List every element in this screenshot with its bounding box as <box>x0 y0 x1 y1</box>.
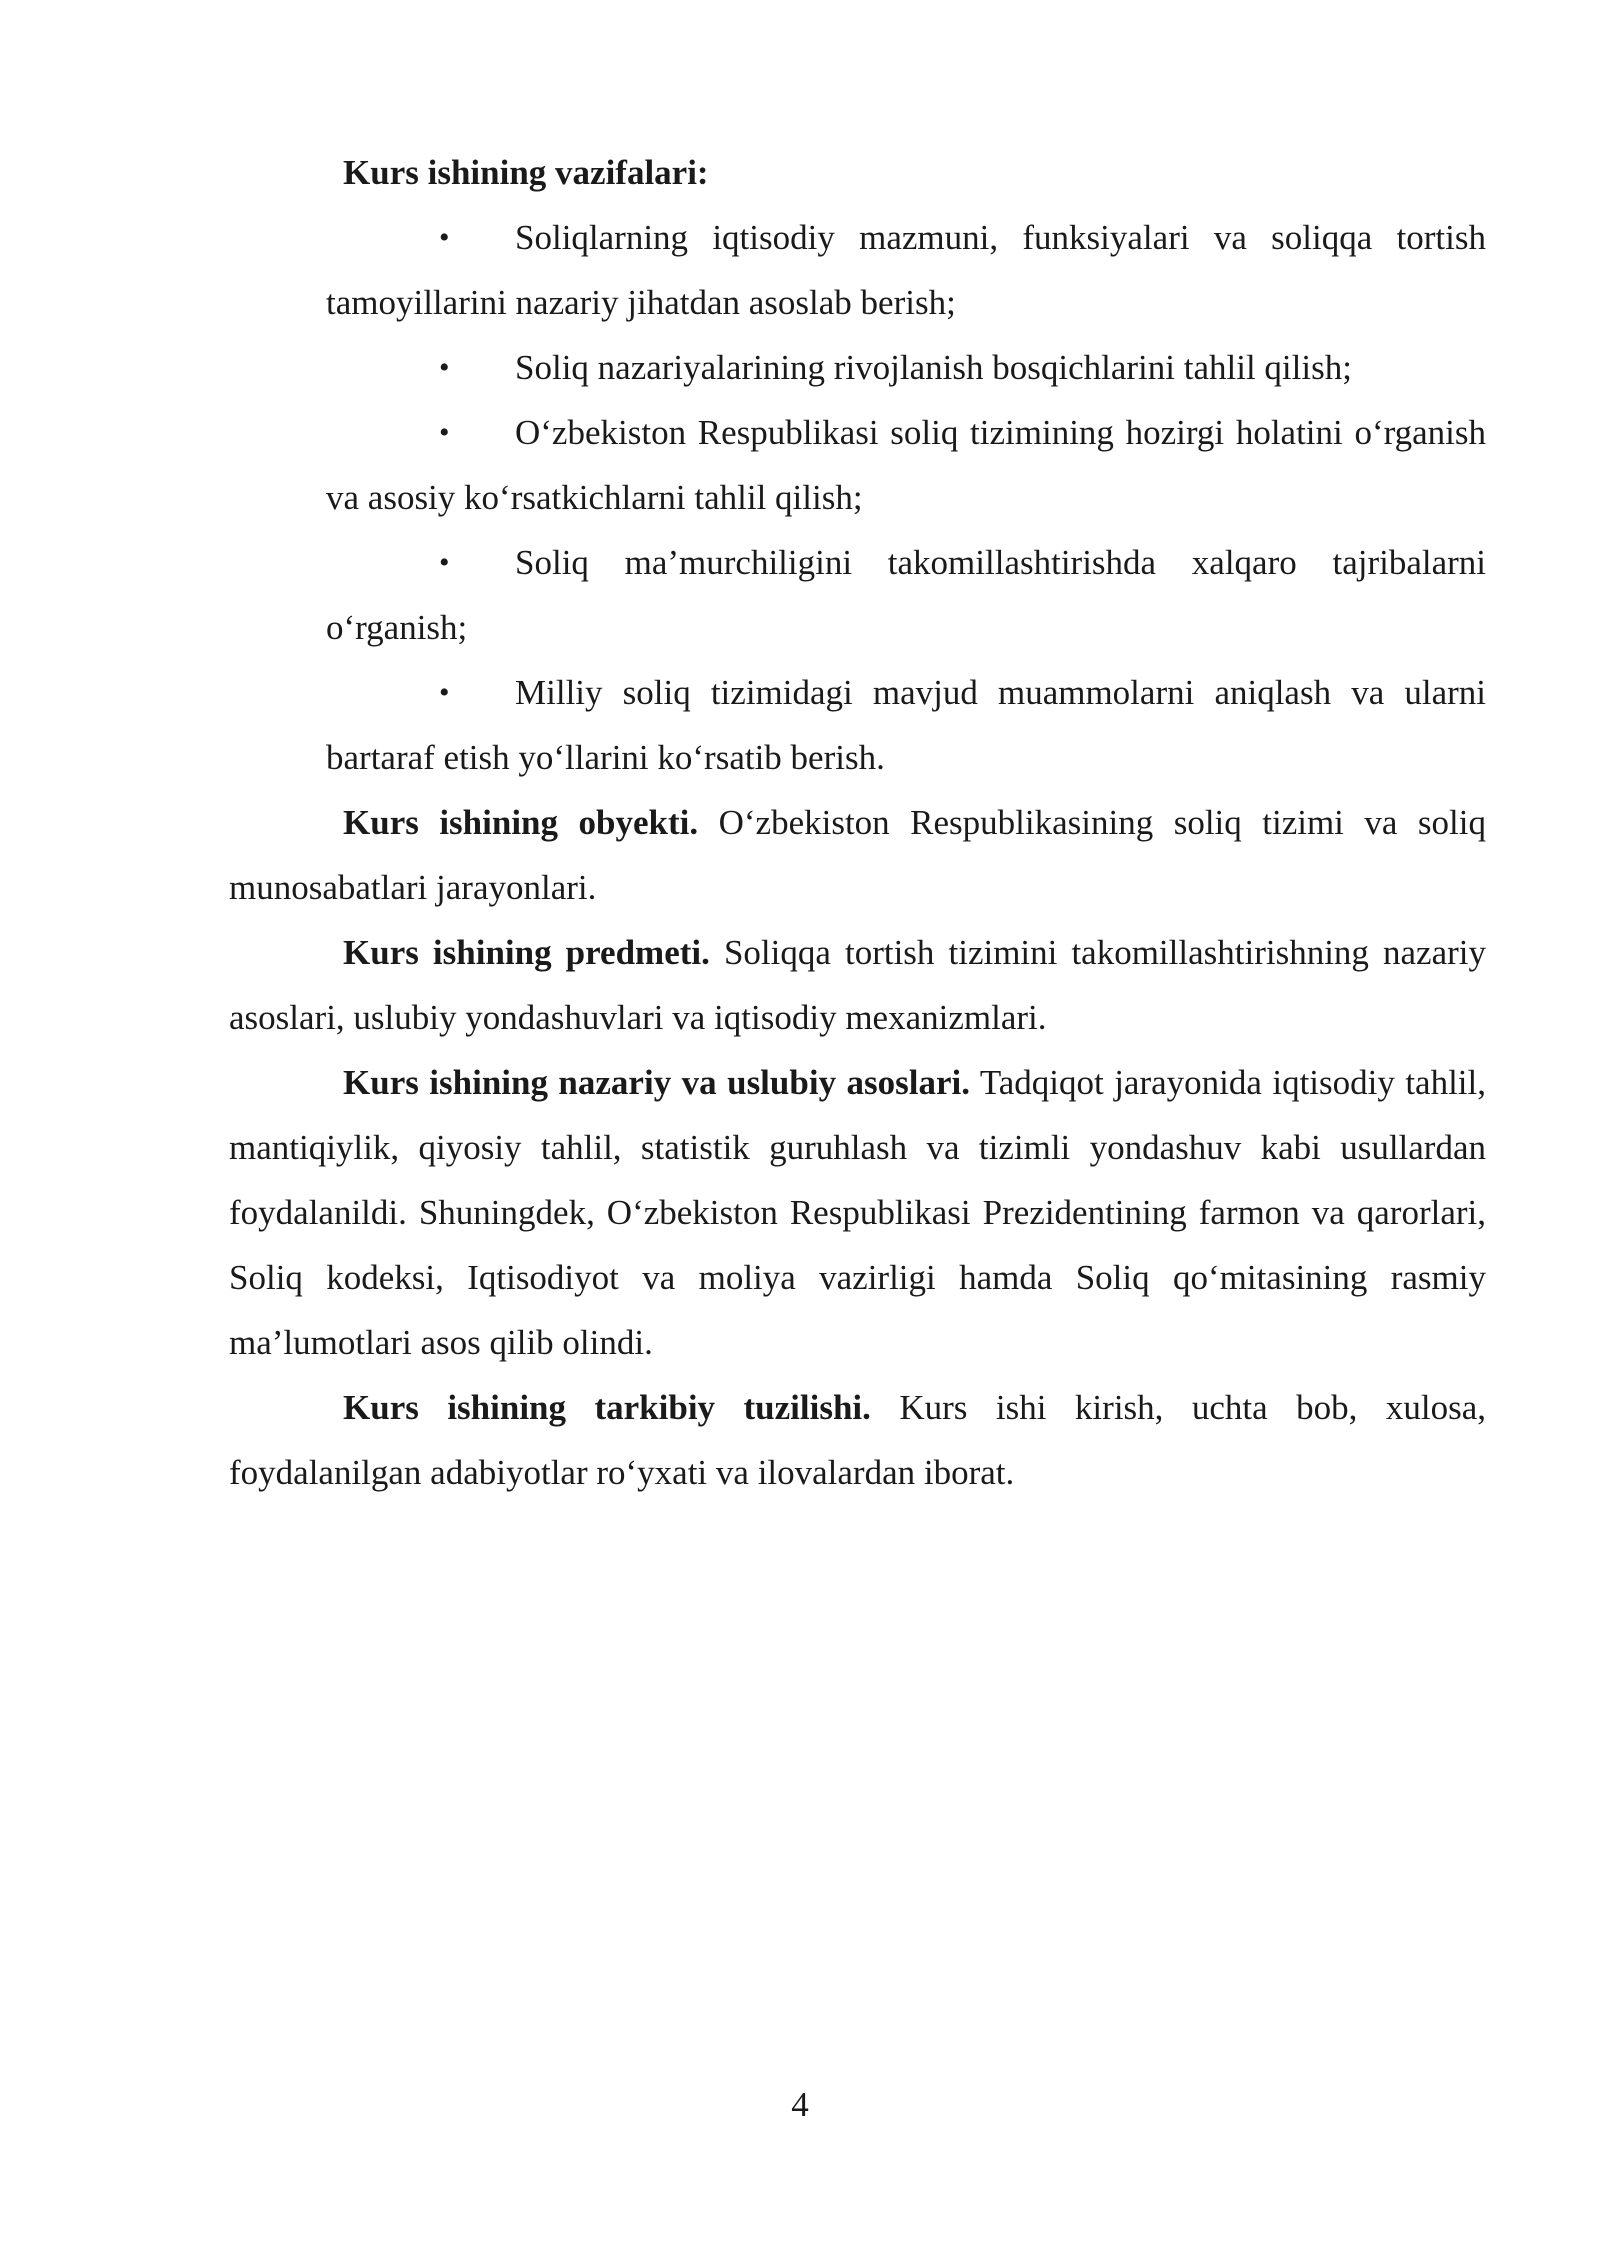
list-item <box>229 400 1486 530</box>
task-text: Soliq ma’murchiligini takomillashtirishda xalqaro tajribalarni o‘rganish; <box>326 543 1486 647</box>
bullet-icon: • <box>439 351 450 384</box>
bullet-icon: • <box>439 221 450 254</box>
methodology-text: Tadqiqot jarayonida iqtisodiy tahlil, mantiqiylik, qiyosiy tahlil, statistik guruhlash va tizimli yondashuv kabi usullardan foydalanildi. Shuningdek, O‘zbekiston Respublikasi Prezidentining farmon va qarorlari, Soliq kodeksi, Iqtisodiyot va moliya vazirligi hamda Soliq qo‘mitasining rasmiy ma’lumotlari asos qilib olindi. <box>229 1063 1486 1362</box>
bullet-icon: • <box>439 416 450 449</box>
tasks-list <box>229 205 1486 790</box>
task-text: Soliqlarning iqtisodiy mazmuni, funksiyalari va soliqqa tortish tamoyillarini nazariy jihatdan asoslab berish; <box>326 218 1486 322</box>
structure-text: Kurs ishi kirish, uchta bob, xulosa, foydalanilgan adabiyotlar ro‘yxati va ilovalardan iborat. <box>229 1388 1486 1492</box>
list-item <box>229 205 1486 335</box>
page-number: 4 <box>791 2085 809 2124</box>
object-text: O‘zbekiston Respublikasining soliq tizimi va soliq munosabatlari jarayonlari. <box>229 803 1486 907</box>
object-paragraph <box>229 790 1486 920</box>
methodology-label: Kurs ishining nazariy va uslubiy asoslari. <box>343 1063 970 1102</box>
page-body <box>229 140 1486 1505</box>
task-text: O‘zbekiston Respublikasi soliq tizimining hozirgi holatini o‘rganish va asosiy ko‘rsatkichlarni tahlil qilish; <box>326 413 1486 517</box>
bullet-icon: • <box>439 676 450 709</box>
structure-label: Kurs ishining tarkibiy tuzilishi. <box>343 1388 871 1427</box>
subject-paragraph <box>229 920 1486 1050</box>
structure-paragraph <box>229 1375 1486 1505</box>
subject-text: Soliqqa tortish tizimini takomillashtirishning nazariy asoslari, uslubiy yondashuvlari va iqtisodiy mexanizmlari. <box>229 933 1486 1037</box>
bullet-icon: • <box>439 546 450 579</box>
task-text: Milliy soliq tizimidagi mavjud muammolarni aniqlash va ularni bartaraf etish yo‘llarini ko‘rsatib berish. <box>326 673 1486 777</box>
list-item <box>229 530 1486 660</box>
methodology-paragraph <box>229 1050 1486 1375</box>
tasks-heading: Kurs ishining vazifalari: <box>343 153 709 192</box>
list-item <box>229 335 1486 400</box>
object-label: Kurs ishining obyekti. <box>343 803 699 842</box>
list-item <box>229 660 1486 790</box>
subject-label: Kurs ishining predmeti. <box>343 933 710 972</box>
task-text: Soliq nazariyalarining rivojlanish bosqichlarini tahlil qilish; <box>515 348 1352 387</box>
